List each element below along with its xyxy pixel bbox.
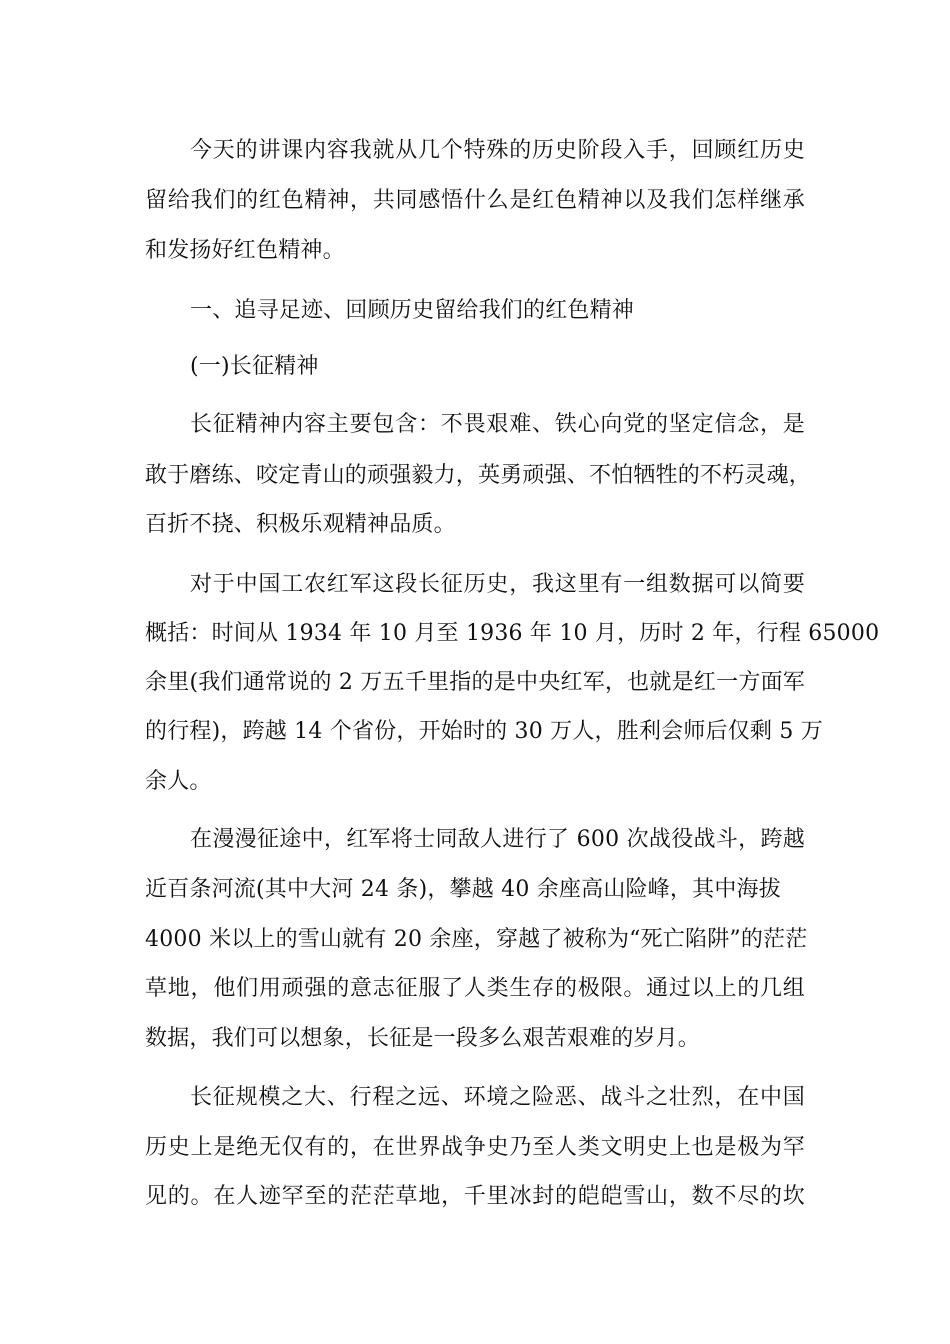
- text-line: 在漫漫征途中，红军将士同敌人进行了 600 次战役战斗，跨越: [190, 827, 805, 852]
- text-line: 概括：时间从 1934 年 10 月至 1936 年 10 月，历时 2 年，行程 65000: [145, 621, 880, 646]
- text-line: 草地，他们用顽强的意志征服了人类生存的极限。通过以上的几组: [145, 976, 805, 1001]
- text-line: 长征规模之大、行程之远、环境之险恶、战斗之壮烈，在中国: [190, 1085, 805, 1110]
- text-line: 见的。在人迹罕至的茫茫草地，千里冰封的皑皑雪山，数不尽的坎: [145, 1184, 805, 1209]
- text-line: 4000 米以上的雪山就有 20 余座，穿越了被称为“死亡陷阱”的茫茫: [145, 927, 808, 952]
- text-line: 今天的讲课内容我就从几个特殊的历史阶段入手，回顾红历史: [190, 138, 805, 163]
- subsection-heading: (一)长征精神: [190, 354, 319, 379]
- text-line: 敢于磨练、咬定青山的顽强毅力，英勇顽强、不怕牺牲的不朽灵魂，: [145, 463, 812, 488]
- text-line: 百折不挠、积极乐观精神品质。: [145, 512, 456, 537]
- text-line: 历史上是绝无仅有的，在世界战争史乃至人类文明史上也是极为罕: [145, 1135, 805, 1160]
- text-line: 和发扬好红色精神。: [145, 238, 345, 263]
- text-line: 数据，我们可以想象，长征是一段多么艰苦艰难的岁月。: [145, 1026, 701, 1051]
- text-line: 近百条河流(其中大河 24 条)，攀越 40 余座高山险峰，其中海拔: [145, 877, 781, 902]
- text-line: 余人。: [145, 769, 212, 794]
- text-line: 留给我们的红色精神，共同感悟什么是红色精神以及我们怎样继承: [145, 188, 805, 213]
- text-line: 的行程)，跨越 14 个省份，开始时的 30 万人，胜利会师后仅剩 5 万: [145, 719, 823, 744]
- text-line: 对于中国工农红军这段长征历史，我这里有一组数据可以简要: [190, 572, 805, 597]
- text-line: 长征精神内容主要包含：不畏艰难、铁心向党的坚定信念，是: [190, 412, 805, 437]
- section-heading: 一、追寻足迹、回顾历史留给我们的红色精神: [190, 298, 635, 323]
- text-line: 余里(我们通常说的 2 万五千里指的是中央红军，也就是红一方面军: [145, 670, 805, 695]
